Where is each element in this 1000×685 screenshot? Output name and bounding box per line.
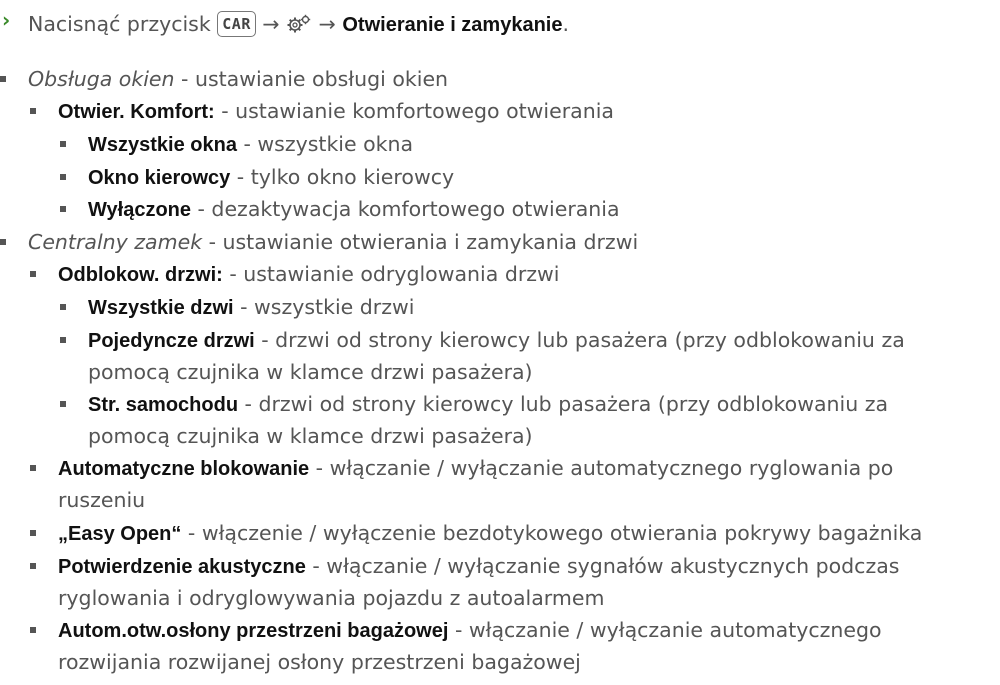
item-desc: - dezaktywacja komfortowego otwierania bbox=[191, 197, 620, 221]
bullet-icon bbox=[30, 627, 36, 633]
item-desc: - tylko okno kierowcy bbox=[230, 165, 455, 189]
list-item bbox=[58, 452, 893, 485]
bullet-icon bbox=[60, 401, 66, 407]
list-item-continuation: pomocą czujnika w klamce drzwi pasażera) bbox=[88, 360, 533, 384]
list-item bbox=[58, 614, 882, 647]
list-item bbox=[58, 95, 614, 128]
bullet-icon bbox=[60, 174, 66, 180]
item-title: Centralny zamek bbox=[28, 230, 203, 254]
item-title: Wszystkie okna bbox=[88, 134, 237, 156]
instruction-end: . bbox=[562, 12, 570, 36]
list-item bbox=[58, 258, 559, 291]
item-title: Automatyczne blokowanie bbox=[58, 458, 310, 480]
item-title: Otwier. Komfort: bbox=[58, 101, 215, 123]
item-title: Odblokow. drzwi: bbox=[58, 264, 223, 286]
bullet-icon bbox=[60, 206, 66, 212]
list-item bbox=[88, 388, 888, 421]
item-desc: - drzwi od strony kierowcy lub pasażera (przy odblokowaniu za bbox=[238, 392, 889, 416]
list-item bbox=[28, 226, 638, 258]
item-title: „Easy Open“ bbox=[58, 523, 182, 545]
list-item bbox=[58, 517, 922, 550]
list-item bbox=[88, 324, 905, 357]
item-desc: - włączanie / wyłączanie automatycznego ryglowania po bbox=[309, 456, 894, 480]
item-desc: - wszystkie okna bbox=[236, 132, 414, 156]
item-desc: - włączanie / wyłączanie automatycznego bbox=[448, 618, 882, 642]
car-button: CAR bbox=[217, 11, 256, 37]
list-item bbox=[58, 550, 899, 583]
item-title: Autom.otw.osłony przestrzeni bagażowej bbox=[58, 620, 449, 642]
bullet-icon bbox=[30, 563, 36, 569]
list-item bbox=[88, 193, 620, 226]
bullet-icon bbox=[30, 530, 36, 536]
list-item bbox=[88, 161, 454, 194]
instruction-text: Nacisnąć przycisk bbox=[28, 12, 211, 36]
bullet-icon bbox=[30, 108, 36, 114]
item-desc: - włączanie / wyłączanie sygnałów akustycznych podczas bbox=[305, 554, 900, 578]
bullet-icon bbox=[60, 337, 66, 343]
item-title: Potwierdzenie akustyczne bbox=[58, 556, 306, 578]
list-item-continuation: pomocą czujnika w klamce drzwi pasażera) bbox=[88, 424, 533, 448]
item-desc: - ustawianie otwierania i zamykania drzwi bbox=[202, 230, 639, 254]
bullet-icon bbox=[30, 465, 36, 471]
item-title: Pojedyncze drzwi bbox=[88, 330, 255, 352]
chevron-right-icon: › bbox=[2, 8, 11, 32]
list-item bbox=[88, 128, 413, 161]
list-item bbox=[28, 63, 448, 95]
arrow-icon: → bbox=[262, 12, 280, 36]
item-title: Okno kierowcy bbox=[88, 167, 231, 189]
instruction-line bbox=[28, 8, 569, 43]
arrow-icon: → bbox=[318, 12, 336, 36]
item-desc: - ustawianie obsługi okien bbox=[174, 67, 449, 91]
bullet-icon bbox=[30, 271, 36, 277]
item-desc: - wszystkie drzwi bbox=[233, 295, 415, 319]
bullet-icon bbox=[0, 239, 6, 245]
list-item-continuation: ruszeniu bbox=[58, 488, 146, 512]
gear-icon bbox=[286, 11, 312, 43]
bullet-icon bbox=[60, 141, 66, 147]
item-desc: - ustawianie komfortowego otwierania bbox=[214, 99, 614, 123]
item-desc: - włączenie / wyłączenie bezdotykowego otwierania pokrywy bagażnika bbox=[181, 521, 923, 545]
item-desc: - ustawianie odryglowania drzwi bbox=[222, 262, 560, 286]
item-title: Wyłączone bbox=[88, 199, 191, 221]
item-title: Obsługa okien bbox=[28, 67, 175, 91]
item-title: Str. samochodu bbox=[88, 394, 239, 416]
list-item-continuation: rozwijania rozwijanej osłony przestrzeni bagażowej bbox=[58, 650, 581, 674]
item-desc: - drzwi od strony kierowcy lub pasażera (przy odblokowaniu za bbox=[254, 328, 905, 352]
item-title: Wszystkie dzwi bbox=[88, 297, 234, 319]
bullet-icon bbox=[60, 304, 66, 310]
list-item-continuation: ryglowania i odryglowywania pojazdu z autoalarmem bbox=[58, 586, 605, 610]
settings-target: Otwieranie i zamykanie bbox=[342, 14, 563, 36]
list-item bbox=[88, 291, 414, 324]
bullet-icon bbox=[0, 76, 6, 82]
